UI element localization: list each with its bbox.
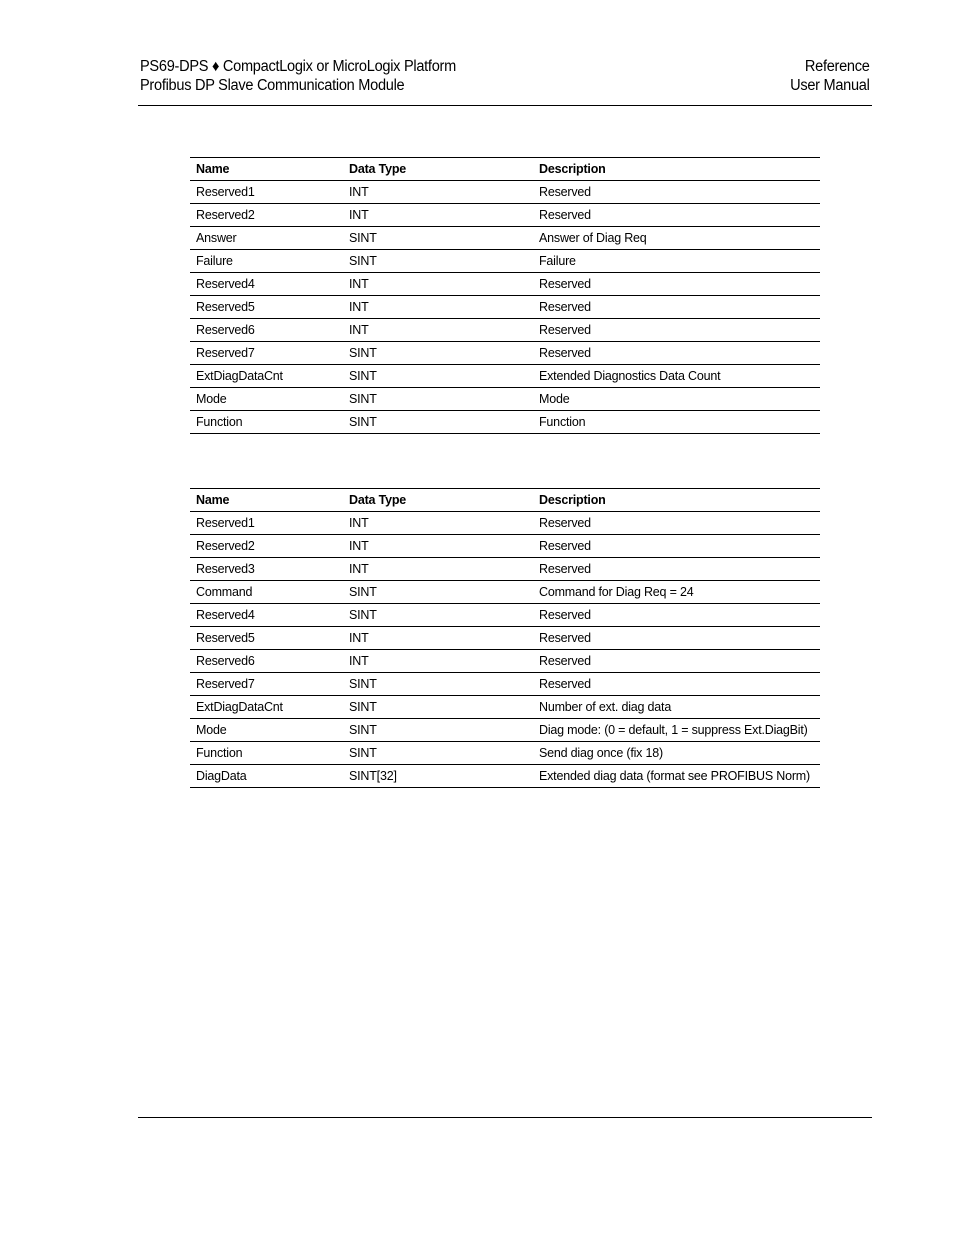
cell-name: ExtDiagDataCnt (190, 696, 343, 719)
cell-name: Reserved5 (190, 627, 343, 650)
header-right (790, 57, 870, 95)
cell-data-type: SINT (343, 342, 533, 365)
cell-name: Reserved3 (190, 558, 343, 581)
table-row (190, 250, 820, 273)
cell-name: Mode (190, 388, 343, 411)
cell-name: Reserved4 (190, 273, 343, 296)
page-header (138, 57, 872, 106)
cell-description: Reserved (533, 650, 820, 673)
cell-name: Reserved1 (190, 181, 343, 204)
cell-data-type: INT (343, 296, 533, 319)
column-header-name: Name (190, 158, 343, 181)
table-header-row (190, 489, 820, 512)
cell-name: Reserved2 (190, 204, 343, 227)
column-header-description: Description (533, 158, 820, 181)
table-row (190, 227, 820, 250)
cell-description: Failure (533, 250, 820, 273)
table-row (190, 512, 820, 535)
cell-name: Reserved4 (190, 604, 343, 627)
table-row (190, 650, 820, 673)
table-row (190, 604, 820, 627)
table-row (190, 181, 820, 204)
table-row (190, 296, 820, 319)
cell-description: Reserved (533, 342, 820, 365)
header-doc-type: User Manual (790, 77, 870, 94)
cell-description: Answer of Diag Req (533, 227, 820, 250)
header-module-title: Profibus DP Slave Communication Module (140, 77, 405, 94)
cell-name: Reserved5 (190, 296, 343, 319)
diag-answer-table (190, 157, 820, 434)
table-row (190, 719, 820, 742)
column-header-name: Name (190, 489, 343, 512)
cell-data-type: SINT[32] (343, 765, 533, 788)
table-row (190, 696, 820, 719)
table-body (190, 181, 820, 434)
table-row (190, 342, 820, 365)
table-header-row (190, 158, 820, 181)
cell-name: Reserved6 (190, 319, 343, 342)
table-row (190, 273, 820, 296)
cell-data-type: SINT (343, 227, 533, 250)
cell-data-type: SINT (343, 388, 533, 411)
cell-data-type: SINT (343, 696, 533, 719)
cell-description: Reserved (533, 204, 820, 227)
column-header-description: Description (533, 489, 820, 512)
cell-description: Reserved (533, 181, 820, 204)
table-row (190, 411, 820, 434)
cell-data-type: INT (343, 273, 533, 296)
cell-data-type: SINT (343, 581, 533, 604)
header-section: Reference (805, 58, 870, 75)
cell-name: DiagData (190, 765, 343, 788)
table-row (190, 204, 820, 227)
cell-data-type: INT (343, 627, 533, 650)
cell-data-type: INT (343, 204, 533, 227)
cell-description: Extended diag data (format see PROFIBUS Norm) (533, 765, 820, 788)
table-row (190, 627, 820, 650)
cell-data-type: SINT (343, 742, 533, 765)
cell-name: Function (190, 742, 343, 765)
cell-name: Reserved6 (190, 650, 343, 673)
table-row (190, 388, 820, 411)
cell-name: Reserved7 (190, 673, 343, 696)
cell-data-type: SINT (343, 365, 533, 388)
table-row (190, 581, 820, 604)
cell-description: Diag mode: (0 = default, 1 = suppress Ext.DiagBit) (533, 719, 820, 742)
cell-name: Reserved1 (190, 512, 343, 535)
cell-description: Command for Diag Req = 24 (533, 581, 820, 604)
cell-data-type: INT (343, 512, 533, 535)
column-header-data-type: Data Type (343, 489, 533, 512)
cell-name: Reserved2 (190, 535, 343, 558)
column-header-data-type: Data Type (343, 158, 533, 181)
footer-divider (138, 1117, 872, 1118)
cell-data-type: SINT (343, 604, 533, 627)
cell-data-type: SINT (343, 673, 533, 696)
cell-description: Number of ext. diag data (533, 696, 820, 719)
cell-name: Failure (190, 250, 343, 273)
table-row (190, 365, 820, 388)
header-left (140, 57, 456, 95)
cell-data-type: SINT (343, 250, 533, 273)
cell-data-type: INT (343, 181, 533, 204)
cell-description: Reserved (533, 627, 820, 650)
cell-description: Mode (533, 388, 820, 411)
cell-description: Send diag once (fix 18) (533, 742, 820, 765)
cell-name: Mode (190, 719, 343, 742)
cell-description: Reserved (533, 558, 820, 581)
table-body (190, 512, 820, 788)
cell-data-type: INT (343, 319, 533, 342)
cell-name: Answer (190, 227, 343, 250)
cell-data-type: SINT (343, 411, 533, 434)
cell-data-type: INT (343, 535, 533, 558)
cell-description: Reserved (533, 319, 820, 342)
cell-data-type: SINT (343, 719, 533, 742)
cell-description: Extended Diagnostics Data Count (533, 365, 820, 388)
table-row (190, 742, 820, 765)
table-row (190, 673, 820, 696)
cell-data-type: INT (343, 558, 533, 581)
cell-name: ExtDiagDataCnt (190, 365, 343, 388)
table-row (190, 765, 820, 788)
cell-name: Command (190, 581, 343, 604)
table-row (190, 535, 820, 558)
cell-data-type: INT (343, 650, 533, 673)
cell-description: Reserved (533, 273, 820, 296)
header-product-title: PS69-DPS ♦ CompactLogix or MicroLogix Platform (140, 58, 456, 75)
cell-description: Reserved (533, 535, 820, 558)
cell-name: Function (190, 411, 343, 434)
table-row (190, 319, 820, 342)
table-row (190, 558, 820, 581)
cell-description: Reserved (533, 604, 820, 627)
cell-description: Function (533, 411, 820, 434)
cell-description: Reserved (533, 296, 820, 319)
cell-description: Reserved (533, 673, 820, 696)
cell-description: Reserved (533, 512, 820, 535)
diag-request-table (190, 488, 820, 788)
cell-name: Reserved7 (190, 342, 343, 365)
